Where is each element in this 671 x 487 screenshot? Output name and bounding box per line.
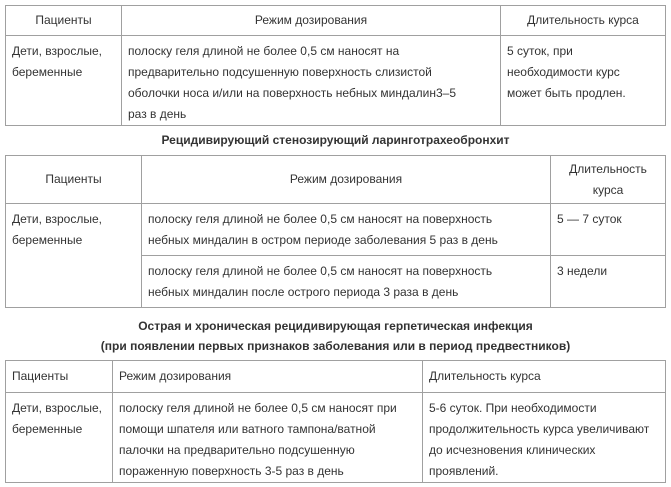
cell-course-duration: 5-6 суток. При необходимости продолжительность курса увеличивают до исчезновения клинических проявлений. [423, 393, 666, 483]
cell-course-duration: 3 недели [551, 256, 666, 308]
header-patients: Пациенты [6, 156, 142, 204]
cell-dosage-regimen: полоску геля длиной не более 0,5 см наносят на предварительно подсушенную поверхность слизистой оболочки носа и/или на поверхность небных миндалин3–5 раз в день [122, 36, 501, 126]
cell-course-duration: 5 суток, при необходимости курс может быть продлен. [501, 36, 666, 126]
section-title-herpes-line-2: (при появлении первых признаков заболевания или в период предвестников) [100, 339, 571, 353]
cell-dosage-regimen: полоску геля длиной не более 0,5 см наносят при помощи шпателя или ватного тампона/ватной палочки на предварительно подсушенную пораженную поверхность 3-5 раз в день [113, 393, 423, 483]
section-title-herpes-line-1: Острая и хроническая рецидивирующая герпетическая инфекция [138, 319, 533, 333]
cell-course-duration: 5 — 7 суток [551, 204, 666, 256]
header-patients: Пациенты [6, 361, 113, 393]
cell-patients: Дети, взрослые, беременные [6, 393, 113, 483]
header-dosage-regimen: Режим дозирования [113, 361, 423, 393]
cell-dosage-regimen: полоску геля длиной не более 0,5 см наносят на поверхность небных миндалин в остром периоде заболевания 5 раз в день [142, 204, 551, 256]
header-dosage-regimen: Режим дозирования [122, 6, 501, 36]
header-course-duration: Длительность курса [501, 6, 666, 36]
cell-patients: Дети, взрослые, беременные [6, 204, 142, 308]
dosage-table-3 [5, 360, 666, 483]
header-patients: Пациенты [6, 6, 122, 36]
dosage-table-2 [5, 155, 666, 308]
header-course-duration: Длительность курса [551, 156, 666, 204]
cell-dosage-regimen: полоску геля длиной не более 0,5 см наносят на поверхность небных миндалин после острого периода 3 раза в день [142, 256, 551, 308]
section-title-laryngotracheobronchitis: Рецидивирующий стенозирующий ларинготрахеобронхит [161, 133, 510, 147]
header-dosage-regimen: Режим дозирования [142, 156, 551, 204]
header-course-duration: Длительность курса [423, 361, 666, 393]
dosage-table-1 [5, 5, 666, 126]
cell-patients: Дети, взрослые, беременные [6, 36, 122, 126]
